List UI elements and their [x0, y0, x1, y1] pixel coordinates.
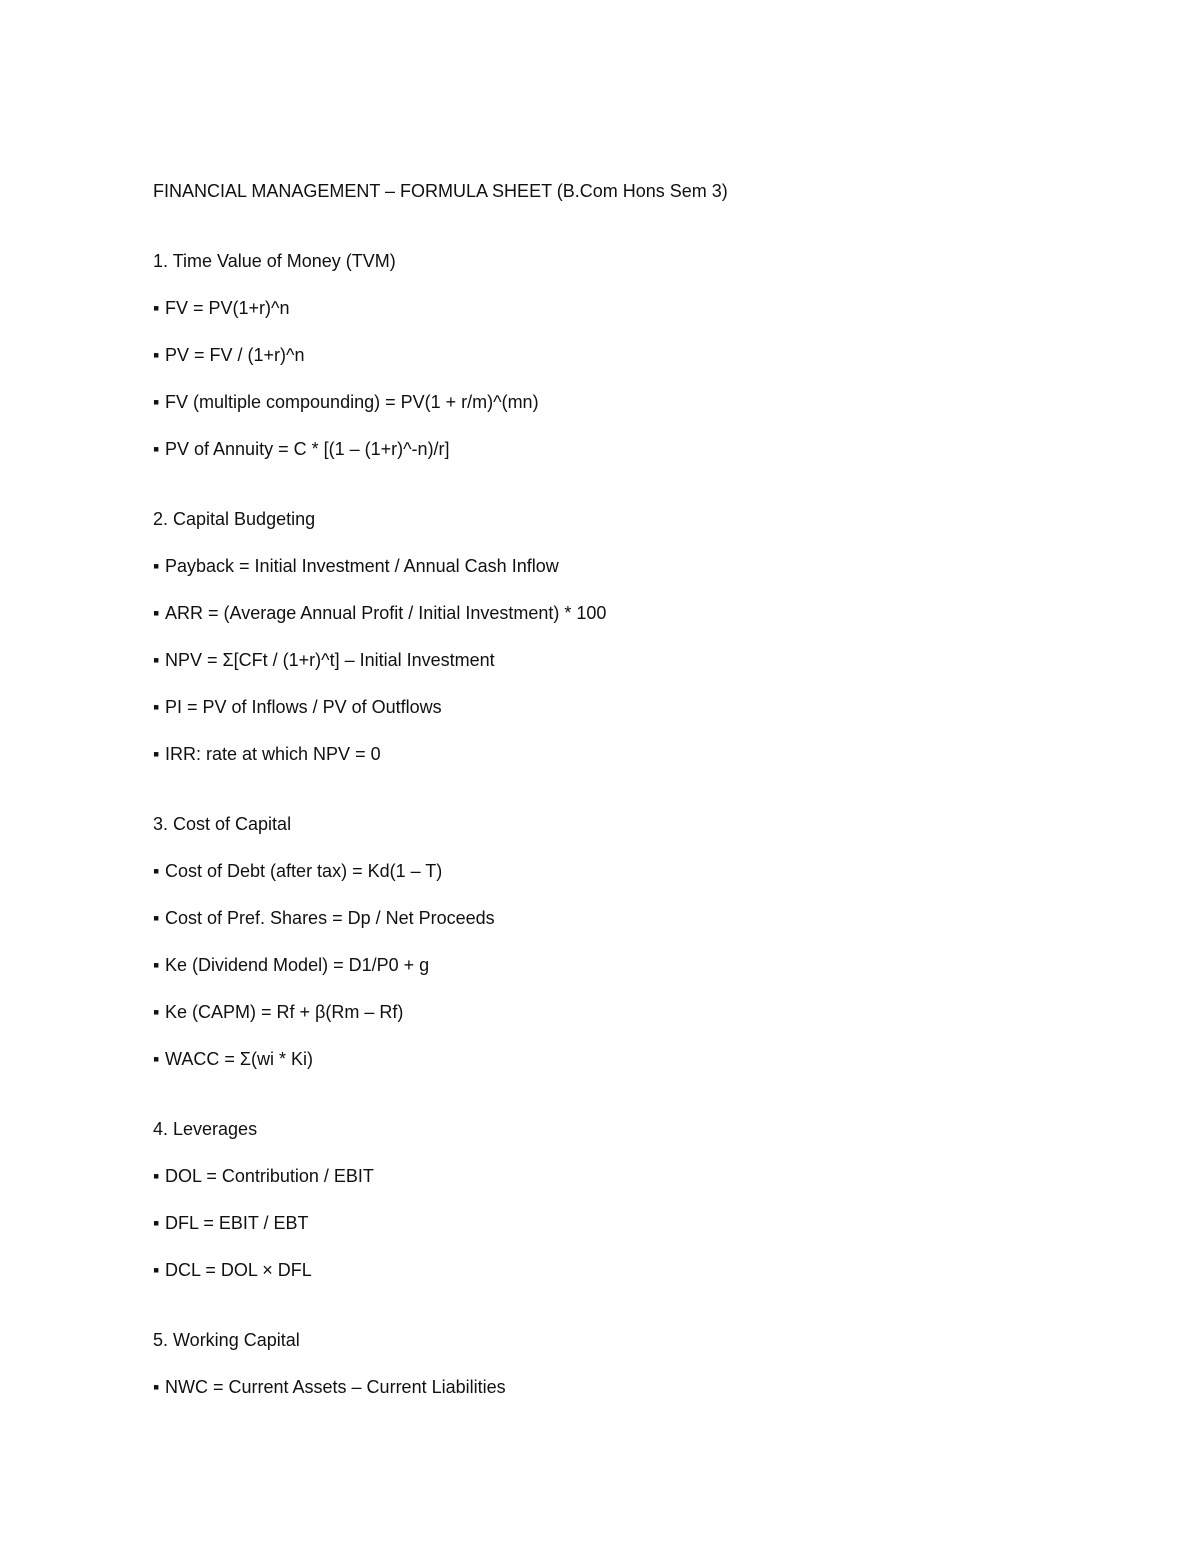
formula-item	[153, 650, 1133, 670]
formula-item	[153, 861, 1133, 881]
section-working-capital	[153, 1330, 1133, 1397]
formula-item	[153, 744, 1133, 764]
bullet-icon: ▪	[153, 298, 160, 318]
formula-item	[153, 603, 1133, 623]
bullet-icon: ▪	[153, 1260, 160, 1280]
bullet-icon: ▪	[153, 744, 160, 764]
formula-text: FV (multiple compounding) = PV(1 + r/m)^(mn)	[165, 392, 539, 412]
formula-item	[153, 556, 1133, 576]
bullet-icon: ▪	[153, 650, 160, 670]
formula-text: FV = PV(1+r)^n	[165, 298, 290, 318]
formula-item	[153, 1260, 1133, 1280]
section-heading: 5. Working Capital	[153, 1330, 300, 1350]
bullet-icon: ▪	[153, 556, 160, 576]
formula-text: Cost of Debt (after tax) = Kd(1 – T)	[165, 861, 443, 881]
bullet-icon: ▪	[153, 392, 160, 412]
formula-text: NPV = Σ[CFt / (1+r)^t] – Initial Investment	[165, 650, 495, 670]
document-title: FINANCIAL MANAGEMENT – FORMULA SHEET (B.Com Hons Sem 3)	[153, 181, 728, 201]
section-heading: 1. Time Value of Money (TVM)	[153, 251, 396, 271]
formula-text: Cost of Pref. Shares = Dp / Net Proceeds	[165, 908, 495, 928]
formula-item	[153, 1049, 1133, 1069]
formula-text: NWC = Current Assets – Current Liabilities	[165, 1377, 506, 1397]
formula-text: IRR: rate at which NPV = 0	[165, 744, 381, 764]
bullet-icon: ▪	[153, 1049, 160, 1069]
formula-text: Payback = Initial Investment / Annual Cash Inflow	[165, 556, 559, 576]
formula-text: ARR = (Average Annual Profit / Initial Investment) * 100	[165, 603, 607, 623]
formula-text: PI = PV of Inflows / PV of Outflows	[165, 697, 442, 717]
bullet-icon: ▪	[153, 908, 160, 928]
formula-text: WACC = Σ(wi * Ki)	[165, 1049, 313, 1069]
bullet-icon: ▪	[153, 603, 160, 623]
bullet-icon: ▪	[153, 955, 160, 975]
bullet-icon: ▪	[153, 1213, 160, 1233]
formula-text: PV of Annuity = C * [(1 – (1+r)^-n)/r]	[165, 439, 450, 459]
formula-list	[153, 861, 1133, 1069]
formula-text: DCL = DOL × DFL	[165, 1260, 312, 1280]
formula-list	[153, 556, 1133, 764]
bullet-icon: ▪	[153, 345, 160, 365]
section-leverages	[153, 1119, 1133, 1280]
bullet-icon: ▪	[153, 439, 160, 459]
section-heading: 4. Leverages	[153, 1119, 258, 1139]
section-cost-of-capital	[153, 814, 1133, 1069]
formula-item	[153, 908, 1133, 928]
formula-item	[153, 1377, 1133, 1397]
formula-item	[153, 1166, 1133, 1186]
formula-text: Ke (CAPM) = Rf + β(Rm – Rf)	[165, 1002, 404, 1022]
formula-list	[153, 1166, 1133, 1280]
section-tvm	[153, 251, 1133, 459]
section-capital-budgeting	[153, 509, 1133, 764]
bullet-icon: ▪	[153, 697, 160, 717]
formula-list	[153, 1377, 1133, 1397]
bullet-icon: ▪	[153, 861, 160, 881]
bullet-icon: ▪	[153, 1166, 160, 1186]
formula-text: Ke (Dividend Model) = D1/P0 + g	[165, 955, 430, 975]
formula-text: DFL = EBIT / EBT	[165, 1213, 309, 1233]
formula-item	[153, 439, 1133, 459]
formula-item	[153, 1213, 1133, 1233]
bullet-icon: ▪	[153, 1002, 160, 1022]
formula-item	[153, 955, 1133, 975]
formula-item	[153, 298, 1133, 318]
section-heading: 2. Capital Budgeting	[153, 509, 316, 529]
formula-text: DOL = Contribution / EBIT	[165, 1166, 374, 1186]
formula-list	[153, 298, 1133, 459]
section-heading: 3. Cost of Capital	[153, 814, 292, 834]
formula-item	[153, 1002, 1133, 1022]
document-content	[153, 181, 1133, 1397]
formula-item	[153, 345, 1133, 365]
formula-item	[153, 392, 1133, 412]
formula-text: PV = FV / (1+r)^n	[165, 345, 305, 365]
formula-item	[153, 697, 1133, 717]
bullet-icon: ▪	[153, 1377, 160, 1397]
